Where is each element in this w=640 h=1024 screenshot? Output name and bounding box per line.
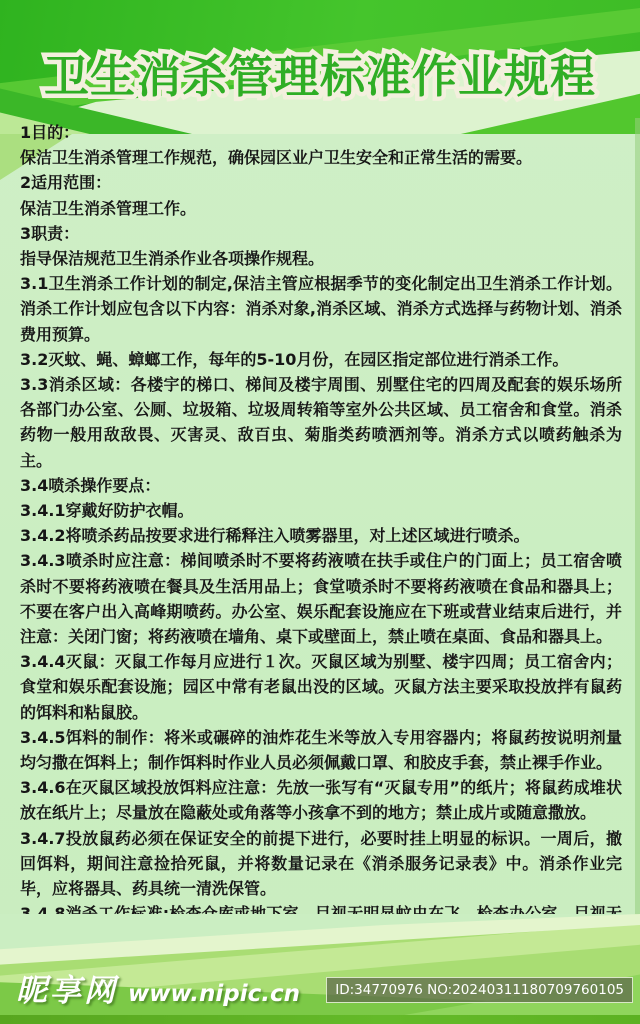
paragraph: 保洁卫生消杀管理工作。 [20,198,197,218]
regulation-text [20,120,622,948]
nipic-logo-url: www.nipic.cn [128,981,300,1007]
paragraph: 3.4.6在灭鼠区域投放饵料应注意：先放一张写有“灭鼠专用”的纸片；将鼠药成堆状放在纸片上；尽量放在隐蔽处或角落等小孩拿不到的地方；禁止成片或随意撒放。 [20,778,622,823]
paragraph: 3.4.5饵料的制作：将米或碾碎的油炸花生米等放入专用容器内；将鼠药按说明剂量均匀撒在饵料上；制作饵料时作业人员必须佩戴口罩、和胶皮手套，禁止裸手作业。 [20,727,622,773]
footer-banner [0,914,640,1024]
footer-bottom-strip [0,1015,640,1024]
paragraph: 3.4.1穿戴好防护衣帽。 [20,501,194,521]
paragraph: 3.4喷杀操作要点： [20,475,161,495]
paragraph: 3.3消杀区域：各楼宇的梯口、梯间及楼宇周围、别墅住宅的四周及配套的娱乐场所各部门办公室、公厕、垃圾箱、垃圾周转箱等室外公共区域、员工宿舍和食堂。消杀药物一般用敌敌畏、灭害灵、敌百虫、菊脂类药喷洒剂等。消杀方式以喷药触杀为主。 [20,375,622,470]
paragraph: 3.4.3喷杀时应注意：梯间喷杀时不要将药液喷在扶手或住户的门面上；员工宿舍喷杀时不要将药液喷在餐具及生活用品上；食堂喷杀时不要将药液喷在食品和器具上；不要在客户出入高峰期喷药。办公室、娱乐配套设施应在下班或营业结束后进行，并注意：关闭门窗；将药液喷在墙角、桌下或壁面上，禁止喷在桌面、食品和器具上。 [20,551,622,647]
paragraph: 3.1卫生消杀工作计划的制定,保洁主管应根据季节的变化制定出卫生消杀工作计划。消杀工作计划应包含以下内容：消杀对象,消杀区域、消杀方式选择与药物计划、消杀费用预算。 [20,274,622,344]
paragraph: 3.4.2将喷杀药品按要求进行稀释注入喷雾器里，对上述区域进行喷杀。 [20,526,530,546]
paragraph: 3职责： [20,223,80,243]
nipic-logo [16,965,300,1010]
paragraph: 指导保洁规范卫生消杀作业各项操作规程。 [20,249,325,269]
image-id-badge: ID:34770976 NO:20240311180709760105 [326,977,633,1003]
right-edge-strip [635,118,640,930]
paragraph: 保洁卫生消杀管理工作规范，确保园区业户卫生安全和正常生活的需要。 [20,148,533,168]
paragraph: 3.2灭蚊、蝇、蟑螂工作，每年的5-10月份，在园区指定部位进行消杀工作。 [20,349,569,369]
page-title: 卫生消杀管理标准作业规程 [43,50,596,103]
paragraph: 1目的： [20,123,80,142]
nipic-logo-text: 昵享网 [16,973,118,1009]
paragraph: 2适用范围： [20,173,112,193]
paragraph: 3.4.7投放鼠药必须在保证安全的前提下进行，必要时挂上明显的标识。一周后，撤回饵料，期间注意捡拾死鼠，并将数量记录在《消杀服务记录表》中。消杀作业完毕，应将器具、药具统一清洗保管。 [20,828,622,899]
header-banner [0,0,640,134]
paragraph: 3.4.4灭鼠：灭鼠工作每月应进行１次。灭鼠区域为别墅、楼宇四周；员工宿舍内；食堂和娱乐配套设施；园区中常有老鼠出没的区域。灭鼠方法主要采取投放拌有鼠药的饵料和粘鼠胶。 [20,652,622,722]
